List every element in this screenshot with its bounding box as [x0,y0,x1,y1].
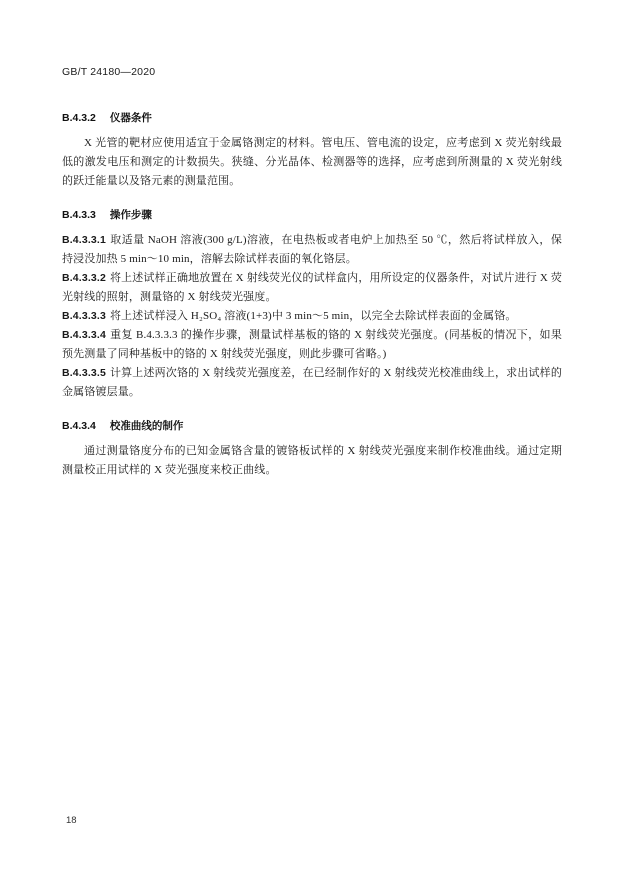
item-label: B.4.3.3.1 [62,234,106,246]
section-number: B.4.3.4 [62,420,96,432]
item-label: B.4.3.3.4 [62,329,106,341]
item-text: 将上述试样正确地放置在 X 射线荧光仪的试样盒内，用所设定的仪器条件，对试片进行 X 荧光射线的照射，测量铬的 X 射线荧光强度。 [62,272,562,303]
paragraph: X 光管的靶材应使用适宜于金属铬测定的材料。管电压、管电流的设定，应考虑到 X 荧光射线最低的激发电压和测定的计数损失。狭缝、分光晶体、检测器等的选择，应考虑到所测量的 X 荧光射线的跃迁能量以及铬元素的测量范围。 [62,137,562,187]
section-heading-b4333 [62,207,562,222]
numbered-item [62,269,562,307]
item-label: B.4.3.3.2 [62,272,106,284]
section-title: 仪器条件 [109,112,152,124]
numbered-item [62,364,562,402]
item-label: B.4.3.3.3 [62,310,106,322]
section-heading-b4322 [62,110,562,125]
section-number: B.4.3.3 [62,209,96,221]
item-text: 将上述试样浸入 H₂SO₄ 溶液(1+3)中 3 min～5 min，以完全去除试样表面的金属铬。 [109,310,517,322]
numbered-item [62,326,562,364]
numbered-item-group [62,231,562,402]
page-number: 18 [66,815,77,826]
section-heading-b4344 [62,418,562,433]
standard-reference-header: GB/T 24180—2020 [62,66,156,78]
numbered-item [62,231,562,269]
page-content [62,66,562,482]
item-text: 重复 B.4.3.3.3 的操作步骤，测量试样基板的铬的 X 射线荧光强度。(同基板的情况下，如果预先测量了同种基板中的铬的 X 射线荧光强度，则此步骤可省略。) [62,329,562,360]
paragraph: 通过测量铬度分布的已知金属铬含量的镀铬板试样的 X 射线荧光强度来制作校准曲线。通过定期测量校正用试样的 X 荧光强度来校正曲线。 [62,445,562,476]
section-number: B.4.3.2 [62,112,96,124]
numbered-item [62,307,562,326]
section-title: 校准曲线的制作 [109,420,184,432]
item-text: 取适量 NaOH 溶液(300 g/L)溶液，在电热板或者电炉上加热至 50 ℃，然后将试样放入，保持浸没加热 5 min～10 min，溶解去除试样表面的氧化铬层。 [62,234,562,265]
item-text: 计算上述两次铬的 X 射线荧光强度差，在已经制作好的 X 射线荧光校准曲线上，求出试样的金属铬镀层量。 [62,367,562,398]
item-label: B.4.3.3.5 [62,367,106,379]
section-title: 操作步骤 [109,209,152,221]
